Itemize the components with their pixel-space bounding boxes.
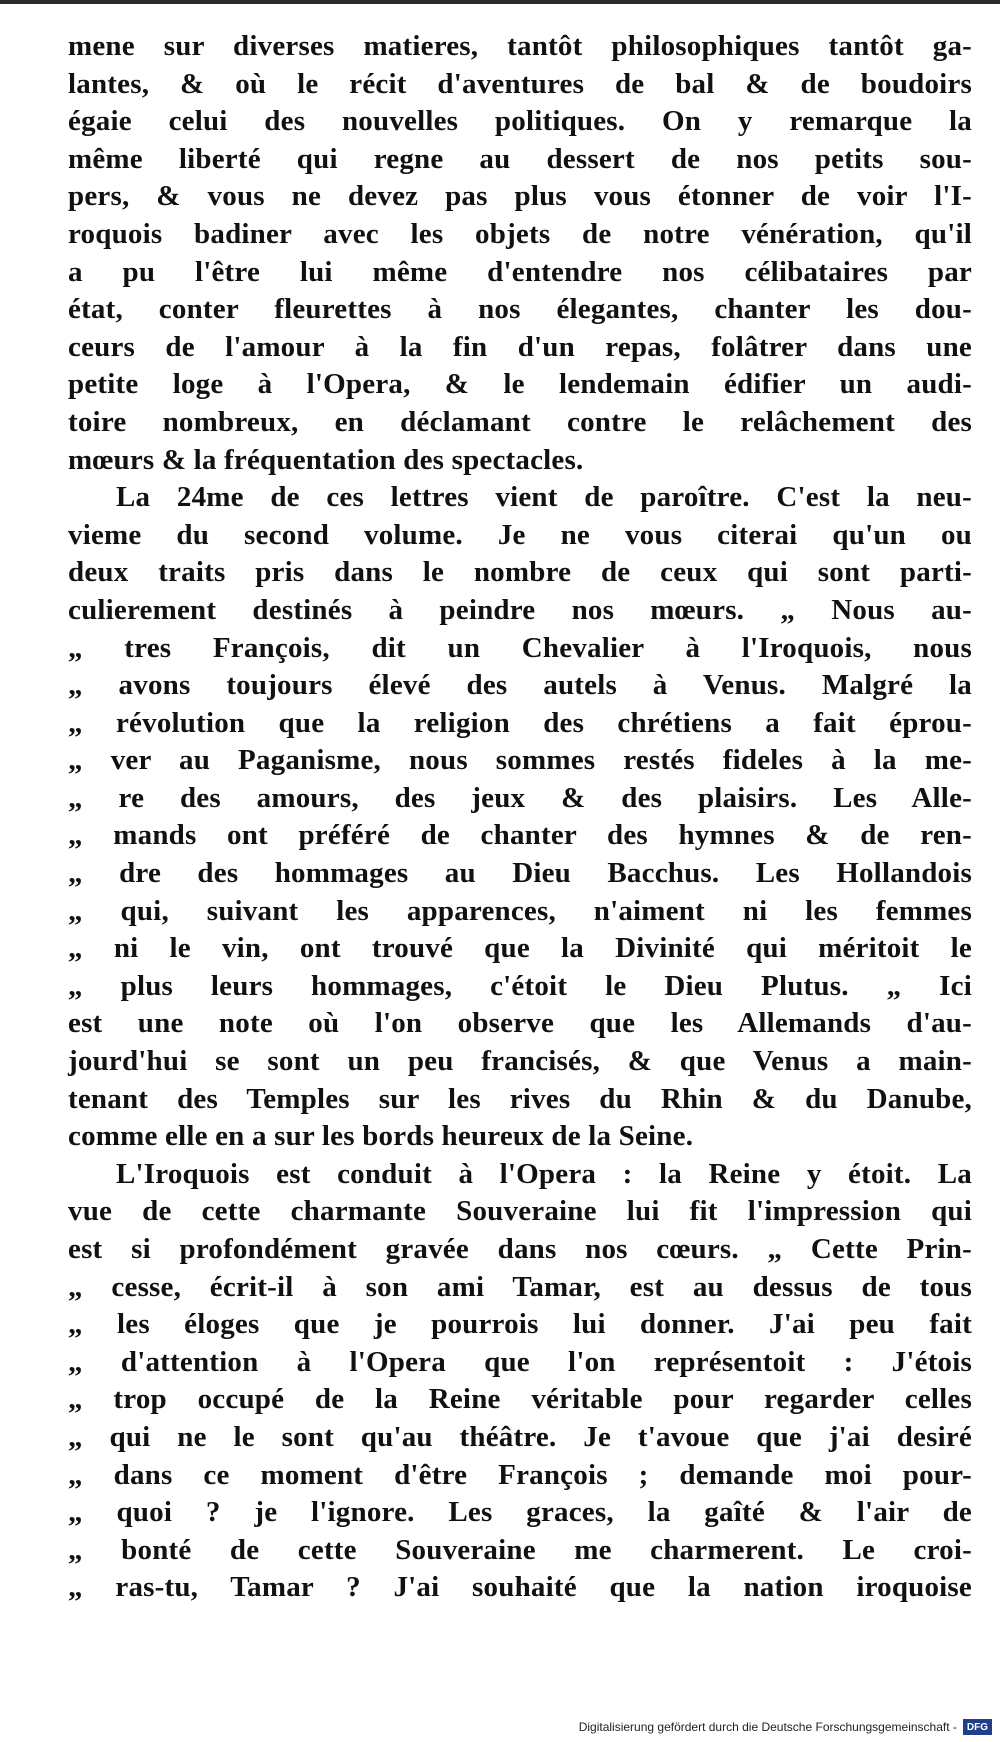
text-line: a pu l'être lui même d'entendre nos célibataires par bbox=[68, 255, 972, 288]
text-line: vue de cette charmante Souveraine lui fit l'impression qui bbox=[68, 1195, 972, 1228]
text-line: vieme du second volume. Je ne vous citerai qu'un ou bbox=[68, 518, 972, 551]
quote-line: „ trop occupé de la Reine véritable pour regarder celles bbox=[68, 1383, 972, 1416]
text-line: est une note où l'on observe que les Allemands d'au- bbox=[68, 1007, 972, 1040]
dfg-logo: DFG bbox=[963, 1719, 992, 1735]
text-line: comme elle en a sur les bords heureux de la Seine. bbox=[68, 1120, 694, 1153]
quote-line: „ plus leurs hommages, c'étoit le Dieu Plutus. „ Ici bbox=[68, 969, 972, 1002]
text-line: mene sur diverses matieres, tantôt philosophiques tantôt ga- bbox=[68, 30, 972, 62]
top-scan-edge bbox=[0, 0, 1000, 4]
credit-text: Digitalisierung gefördert durch die Deutsche Forschungsgemeinschaft - bbox=[578, 1720, 957, 1734]
quote-line: „ quoi ? je l'ignore. Les graces, la gaîté & l'air de bbox=[68, 1496, 972, 1529]
paragraph-start-line: La 24me de ces lettres vient de paroître. C'est la neu- bbox=[116, 481, 972, 514]
text-line: toire nombreux, en déclamant contre le relâchement des bbox=[68, 405, 972, 438]
quote-line: „ ver au Paganisme, nous sommes restés fideles à la me- bbox=[68, 744, 972, 777]
digitization-credit bbox=[579, 1716, 992, 1738]
text-line: tenant des Temples sur les rives du Rhin & du Danube, bbox=[68, 1082, 972, 1115]
quote-line: „ bonté de cette Souveraine me charmerent. Le croi- bbox=[68, 1533, 972, 1566]
text-line: lantes, & où le récit d'aventures de bal & de boudoirs bbox=[68, 67, 972, 100]
quote-line: „ avons toujours élevé des autels à Venus. Malgré la bbox=[68, 669, 972, 702]
quote-line: „ cesse, écrit-il à son ami Tamar, est au dessus de tous bbox=[68, 1270, 972, 1303]
quote-line: „ re des amours, des jeux & des plaisirs. Les Alle- bbox=[68, 781, 972, 814]
text-line: ceurs de l'amour à la fin d'un repas, folâtrer dans une bbox=[68, 330, 972, 363]
text-line: même liberté qui regne au dessert de nos petits sou- bbox=[68, 142, 972, 175]
quote-line: „ les éloges que je pourrois lui donner. J'ai peu fait bbox=[68, 1308, 972, 1341]
text-line: jourd'hui se sont un peu francisés, & que Venus a main- bbox=[68, 1045, 972, 1078]
text-line: égaie celui des nouvelles politiques. On y remarque la bbox=[68, 105, 972, 138]
quote-line: „ mands ont préféré de chanter des hymnes & de ren- bbox=[68, 819, 972, 852]
quote-line: „ révolution que la religion des chrétiens a fait éprou- bbox=[68, 706, 972, 739]
quote-line: „ ras-tu, Tamar ? J'ai souhaité que la nation iroquoise bbox=[68, 1571, 972, 1604]
text-line: pers, & vous ne devez pas plus vous étonner de voir l'I- bbox=[68, 180, 972, 213]
text-line: deux traits pris dans le nombre de ceux qui sont parti- bbox=[68, 556, 972, 589]
quote-line: „ ni le vin, ont trouvé que la Divinité qui méritoit le bbox=[68, 932, 972, 965]
quote-line: „ d'attention à l'Opera que l'on représentoit : J'étois bbox=[68, 1345, 972, 1378]
text-line: roquois badiner avec les objets de notre vénération, qu'il bbox=[68, 217, 972, 250]
text-line: mœurs & la fréquentation des spectacles. bbox=[68, 443, 584, 476]
text-line: est si profondément gravée dans nos cœurs. „ Cette Prin- bbox=[68, 1233, 972, 1265]
paragraph-start-line: L'Iroquois est conduit à l'Opera : la Reine y étoit. La bbox=[116, 1157, 972, 1190]
quote-line: „ qui, suivant les apparences, n'aiment ni les femmes bbox=[68, 894, 972, 927]
quote-line: „ qui ne le sont qu'au théâtre. Je t'avoue que j'ai desiré bbox=[68, 1420, 972, 1453]
text-line: culierement destinés à peindre nos mœurs. „ Nous au- bbox=[68, 593, 972, 626]
quote-line: „ dans ce moment d'être François ; demande moi pour- bbox=[68, 1458, 972, 1491]
quote-line: „ dre des hommages au Dieu Bacchus. Les Hollandois bbox=[68, 857, 972, 890]
text-line: état, conter fleurettes à nos élegantes, chanter les dou- bbox=[68, 293, 972, 326]
quote-line: „ tres François, dit un Chevalier à l'Iroquois, nous bbox=[68, 631, 972, 664]
body-text bbox=[68, 28, 972, 1607]
text-line: petite loge à l'Opera, & le lendemain édifier un audi- bbox=[68, 368, 972, 401]
